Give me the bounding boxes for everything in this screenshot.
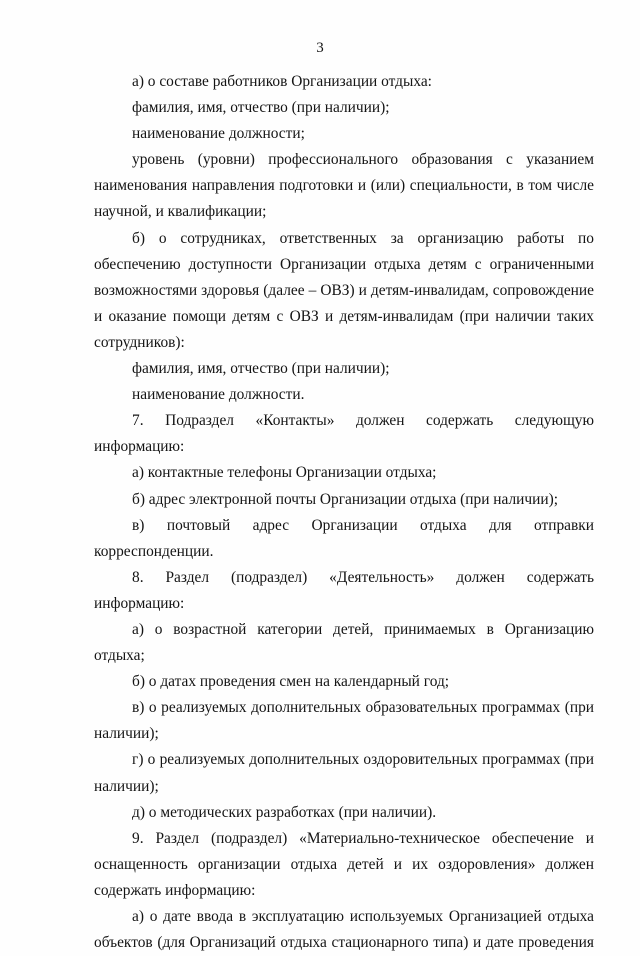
- paragraph: б) о сотрудниках, ответственных за организацию работы по обеспечению доступности Организации отдыха детям с ограниченными возможностями здоровья (далее – ОВЗ) и детям-инвалидам, сопровождение и оказание помощи детям с ОВЗ и детям-инвалидам (при наличии таких сотрудников):: [94, 229, 594, 351]
- paragraph: а) о составе работников Организации отдыха:: [132, 73, 432, 90]
- paragraph: 7. Подраздел «Контакты» должен содержать следующую информацию:: [94, 412, 594, 456]
- paragraph: уровень (уровни) профессионального образования с указанием наименования направления подготовки и (или) специальности, в том числе научной, и квалификации;: [94, 151, 594, 221]
- paragraph: фамилия, имя, отчество (при наличии);: [132, 360, 390, 378]
- paragraph: а) о дате ввода в эксплуатацию используемых Организацией отдыха объектов (для Организаций отдыха стационарного типа) и дате проведения: [94, 908, 594, 952]
- paragraph: в) о реализуемых дополнительных образовательных программах (при наличии);: [94, 699, 594, 743]
- document-body: [94, 69, 594, 956]
- paragraph: г) о реализуемых дополнительных оздоровительных программах (при наличии);: [94, 751, 594, 795]
- paragraph: фамилия, имя, отчество (при наличии);: [132, 99, 390, 117]
- paragraph: а) о возрастной категории детей, принимаемых в Организацию отдыха;: [94, 620, 594, 665]
- paragraph: б) адрес электронной почты Организации отдыха (при наличии);: [132, 490, 559, 508]
- paragraph: 9. Раздел (подраздел) «Материально-техническое обеспечение и оснащенность организации отдыха детей и их оздоровления» должен содержать информацию:: [94, 829, 594, 899]
- paragraph: в) почтовый адрес Организации отдыха для отправки корреспонденции.: [94, 516, 594, 560]
- page-number: 3: [316, 40, 324, 56]
- paragraph: а) контактные телефоны Организации отдыха;: [132, 464, 437, 482]
- paragraph: наименование должности.: [132, 386, 305, 404]
- paragraph: б) о датах проведения смен на календарный год;: [132, 673, 450, 691]
- paragraph: наименование должности;: [132, 125, 305, 143]
- paragraph: 8. Раздел (подраздел) «Деятельность» должен содержать информацию:: [94, 568, 594, 612]
- paragraph: д) о методических разработках (при наличии).: [132, 803, 437, 821]
